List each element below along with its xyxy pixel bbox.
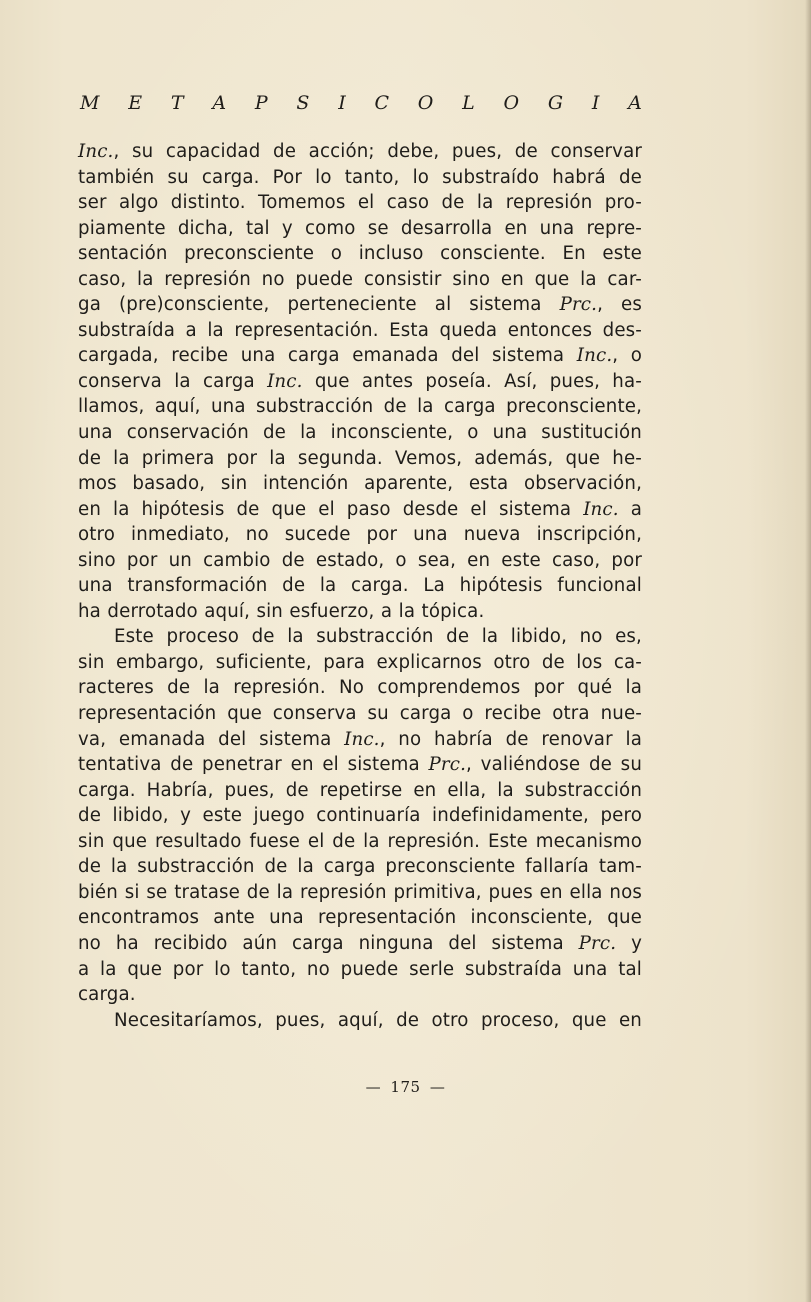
text-run: y: [616, 932, 642, 954]
text-line: [78, 624, 642, 650]
text-run: caso, la represión no puede consistir sino en que la car-: [78, 268, 642, 290]
text-line: [78, 1008, 642, 1034]
text-run: otro inmediato, no sucede por una nueva inscripción,: [78, 524, 642, 546]
page-number-dash-left: —: [365, 1078, 382, 1096]
running-head-letter: A: [212, 92, 227, 114]
running-head-letter: I: [338, 92, 346, 114]
text-run: mos basado, sin intención aparente, esta observación,: [78, 473, 642, 495]
text-run: no ha recibido aún carga ninguna del sistema: [78, 932, 579, 954]
text-run: llamos, aquí, una substracción de la carga preconsciente,: [78, 396, 642, 418]
text-line: [78, 880, 642, 906]
text-line: [78, 701, 642, 727]
text-run: a la que por lo tanto, no puede serle substraída una tal: [78, 958, 642, 980]
italic-term: Inc.: [78, 141, 114, 162]
text-line: [78, 957, 642, 983]
text-line: [78, 292, 642, 318]
text-line: [78, 165, 642, 191]
text-run: sentación preconsciente o incluso consciente. En este: [78, 243, 642, 265]
text-run: va, emanada del sistema: [78, 728, 345, 750]
italic-term: Prc.: [428, 754, 467, 776]
text-run: substraída a la representación. Esta queda entonces des-: [78, 319, 642, 341]
text-line: [78, 548, 642, 574]
text-run: también su carga. Por lo tanto, lo substraído habrá de: [78, 166, 642, 188]
text-run: una transformación de la carga. La hipótesis funcional: [78, 575, 642, 597]
text-line: [78, 471, 642, 497]
text-line: [78, 854, 642, 880]
text-run: en la hipótesis de que el paso desde el sistema: [78, 498, 584, 520]
text-run: racteres de la represión. No comprendemos por qué la: [78, 677, 642, 699]
text-line: [78, 318, 642, 344]
running-head-letter: S: [296, 92, 310, 114]
text-line: [78, 573, 642, 599]
running-head-letter: L: [462, 92, 475, 114]
running-head-letter: C: [374, 92, 390, 114]
text-run: que antes poseía. Así, pues, ha-: [302, 370, 642, 392]
text-run: , su capacidad de acción; debe, pues, de conservar: [113, 141, 642, 162]
italic-term: Inc.: [583, 498, 619, 520]
text-line: [78, 216, 642, 242]
text-run: , o: [612, 345, 643, 367]
page-number-dash-right: —: [429, 1078, 446, 1096]
text-line: [78, 241, 642, 267]
running-head-letter: O: [417, 92, 434, 114]
text-run: de la primera por la segunda. Vemos, además, que he-: [78, 447, 642, 469]
page-edge-shadow: [805, 0, 811, 1302]
text-run: conserva la carga: [78, 370, 268, 392]
text-run: sino por un cambio de estado, o sea, en este caso, por: [78, 549, 642, 571]
text-run: de libido, y este juego continuaría indefinidamente, pero: [78, 805, 642, 827]
text-run: piamente dicha, tal y como se desarrolla en una repre-: [78, 217, 642, 239]
italic-term: Inc.: [576, 345, 613, 367]
text-run: tentativa de penetrar en el sistema: [78, 754, 429, 776]
text-run: ga (pre)consciente, perteneciente al sistema: [78, 294, 560, 316]
text-line: [78, 778, 642, 804]
running-head-letter: M: [80, 92, 100, 114]
text-line: [78, 727, 642, 753]
text-run: representación que conserva su carga o recibe otra nue-: [78, 703, 642, 725]
text-run: a: [618, 498, 642, 520]
running-head-letter: O: [503, 92, 520, 114]
text-run: ser algo distinto. Tomemos el caso de la represión pro-: [78, 192, 642, 214]
text-line: [78, 752, 642, 778]
page-number: [0, 1078, 811, 1096]
text-run: sin que resultado fuese el de la represión. Este mecanismo: [78, 830, 642, 852]
text-line: [78, 829, 642, 855]
body-text: [78, 139, 642, 1033]
text-line: [78, 803, 642, 829]
italic-term: Inc.: [344, 728, 380, 750]
italic-term: Prc.: [578, 932, 617, 954]
text-run: Necesitaríamos, pues, aquí, de otro proceso, que en: [114, 1009, 642, 1031]
text-line: [78, 905, 642, 931]
text-line: [78, 420, 642, 446]
text-run: , no habría de renovar la: [379, 728, 642, 750]
text-line: [78, 599, 642, 625]
text-line: [78, 982, 642, 1008]
text-run: carga. Habría, pues, de repetirse en ella, la substracción: [78, 779, 642, 801]
text-run: de la substracción de la carga preconsciente fallaría tam-: [78, 856, 642, 878]
text-line: [78, 497, 642, 523]
running-head-letter: G: [547, 92, 564, 114]
text-line: [78, 369, 642, 395]
running-head: [80, 92, 642, 114]
running-head-letter: T: [170, 92, 184, 114]
text-run: carga.: [78, 984, 136, 1006]
text-run: cargada, recibe una carga emanada del sistema: [78, 345, 577, 367]
text-run: encontramos ante una representación inconsciente, que: [78, 907, 642, 929]
text-run: Este proceso de la substracción de la libido, no es,: [114, 626, 642, 648]
running-head-letter: I: [591, 92, 600, 114]
text-run: bién si se tratase de la represión primitiva, pues en ella nos: [78, 881, 642, 903]
text-line: [78, 675, 642, 701]
italic-term: Prc.: [559, 294, 598, 316]
text-run: sin embargo, suficiente, para explicarnos otro de los ca-: [78, 651, 642, 673]
running-head-letter: P: [254, 92, 268, 114]
italic-term: Inc.: [267, 370, 303, 392]
text-line: [78, 139, 642, 165]
text-line: [78, 267, 642, 293]
text-line: [78, 394, 642, 420]
page-number-value: 175: [390, 1078, 421, 1096]
text-line: [78, 650, 642, 676]
text-run: , es: [597, 294, 643, 316]
text-line: [78, 190, 642, 216]
text-run: una conservación de la inconsciente, o una sustitución: [78, 422, 642, 444]
text-line: [78, 522, 642, 548]
text-run: ha derrotado aquí, sin esfuerzo, a la tópica.: [78, 600, 485, 622]
text-line: [78, 343, 642, 369]
running-head-letter: A: [628, 92, 642, 114]
text-run: , valiéndose de su: [466, 754, 642, 776]
text-line: [78, 446, 642, 472]
running-head-letter: E: [128, 92, 143, 114]
text-line: [78, 931, 642, 957]
